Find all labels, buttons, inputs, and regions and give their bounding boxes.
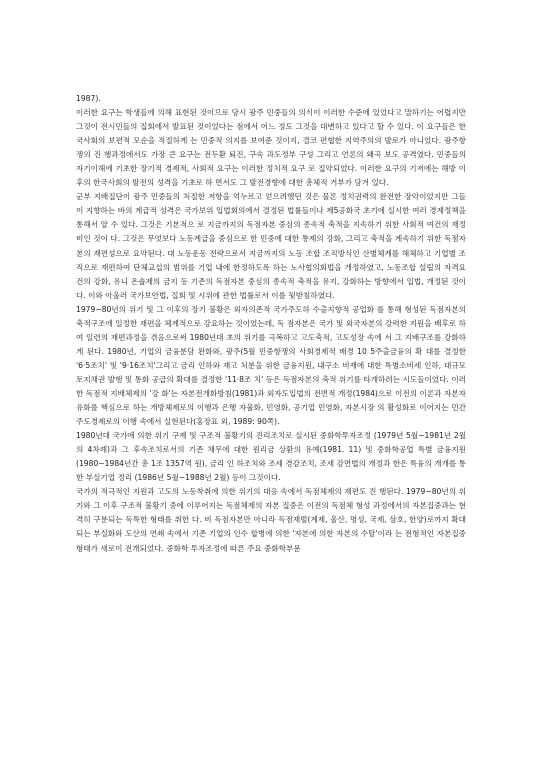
paragraph-demands: 이러한 요구는 학생들에 의해 표현된 것이므로 당시 광주 민중들의 의식이 이러한 수준에 있었다고 말하기는 어렵지만 그것이 전시민들의 집회에서 발표된 것이었다는 점에서 어느 정도 그것을 대변하고 있다고 할 수 있다. 이 요구들은 한국사회의 보편적 모순을 적절하게 는 민중적 의지를 보여준 것이지, 결코 편협한 지역주의의 발로가 아니었다. 광주항쟁의 진 행과정에서도 가장 큰 요구는 전두환 퇴진, 구속 과도정부 구성 그리고 언론의 왜곡 보도 공격였다. 민중들의 자기이해에 기초한 장기적 경제적, 사회적 요구는 이러한 정치적 요구 로 집약되었다. 이러한 요구의 기저에는 해방 이후의 한국사회의 발전의 성격을 기초로 하 면서도 그 발전경향에 대한 총체적 거부가 담겨 있다.: [76, 108, 466, 188]
paragraph-crisis-1979-80: 1979~80년의 위기 및 그 이후의 장기 불황은 외자의존적 국가주도하 수출지향적 공업화 를 통해 형성된 독점자본의 축적구조에 일정한 재편을 체계적으로 강요하는 것이었는데, 독 점자본은 국가 및 외국자본의 강력한 지원을 배후로 하여 일련의 재편과정을 겪음으로써 1980년대 초의 위기를 극복하고 고도축적, 고도성장 속에 서 그 지배구조를 강화하게 된다. 1980년, 기업의 금융분담 완화와, 광주(5월 민중항쟁의 사회경제적 배경 10 5주출금융의 확 대를 결정한 '6·5조치' 및 '9·16조치'그리고 금리 인하와 재고 처분을 위한 금융지원, 내구소 비재에 대한 특별소비세 인하, 대규모 토지채권 발행 및 통화 공급의 확대를 결정한 '11·8조 치' 등은 독점자본의 축적 위기를 타개하려는 시도들이었다. 이러한 독점적 지배체제의 '강 화'는 자본전개화방침(1981)과 외자도입법의 전면적 개정(1984)으로 이전의 이론과 자본자 유화를 핵심으로 하는 개방체제로의 이행과 은행 자율화, 민영화, 공기업 민영화, 자본시장 의 활성화로 이어지는 민간주도경제로의 이행 속에서 실현된다(홍장표 외, 1989: 90쪽).: [76, 304, 466, 427]
paragraph-reference-tail: 1987).: [76, 94, 101, 103]
document-body: [76, 92, 466, 556]
paragraph-military-rule: 군부 지배집단이 광주 민중들의 처절한 저항을 억누르고 얻으려했던 것은 물론 정치권력의 완전한 장악이었지만 그들이 지향하는 바의 계급적 성격은 국가보위 입법회의에서 결정된 법률들이나 제5공화국 초기에 실시한 여러 경제정책을 통해서 알 수 있다. 그것은 기본적으 로 지금까지의 독점자본 중심의 종속적 축적을 지속하기 위한 사회적 여건의 재정비인 것이 다. 그것은 무엇보다 노동계급을 중심으로 한 민중에 대한 통제의 강화, 그리고 축적을 계속하기 위한 독점자본의 재편성으로 요약된다. 대 노동운동 전략으로서 지금까지의 노동 조합 조직방식인 산별체계를 해체하고 기업별 조직으로 재편하여 단체교섭의 범위를 기업 내에 한정하도록 하는 노사협의회법을 개정하였고, 노동조합 설립의 자격요건의 강화, 유니 온숍제의 금지 등 기존의 독점자본 중심의 종속적 축적을 유지, 강화하는 방향에서 입법, 개정된 것이다. 이와 아울러 국가보안법, 집회 및 시위에 관한 법률로서 이를 뒷받침하였다.: [76, 192, 466, 300]
paragraph-monopoly-restructuring: 국가의 적극적인 지원과 고도의 노동착취에 의한 위기의 대응 속에서 독점체제의 재편도 진 행된다. 1979~80년의 위기와 그 이후 구조적 불황기 중에 이루어지는 독점체제의 자본 집중은 이전의 독점체 형성 과정에서의 자본집중과는 현격히 구분되는 독특한 형태를 취한 다. 비 독점자본만 아니라 독점재벌(계제, 울산, 명성, 국제, 삼호, 한양)로까지 확대되는 부실화와 도산의 연쇄 속에서 기존 기업의 인수 합병에 의한 '자본에 의한 자본의 수탈'이라 는 전형적인 자본집중형태가 새로이 전개되었다. 중화학 투자조정에 따른 주요 중화학부문: [76, 487, 466, 553]
paragraph-investment-adjustment: 1980년대 국가에 의한 위기 구제 및 구조적 불황기의 진리조치로 실시된 중화학투자조정 (1979년 5월~1981년 2월의 4차례)과 그 후속조치로서의 기존 채무에 대한 원리금 상환의 유예(1981. 11) 및 중화학공업 특별 금융지원(1980~1984년간 총 1조 1357억 원), 금리 인 하조치와 조세 경감조치, 조세 감면법의 개정과 한은 특융의 개개를 통한 부실기업 정리 (1986년 5월~1988년 2월) 등이 그것이다.: [76, 431, 466, 483]
